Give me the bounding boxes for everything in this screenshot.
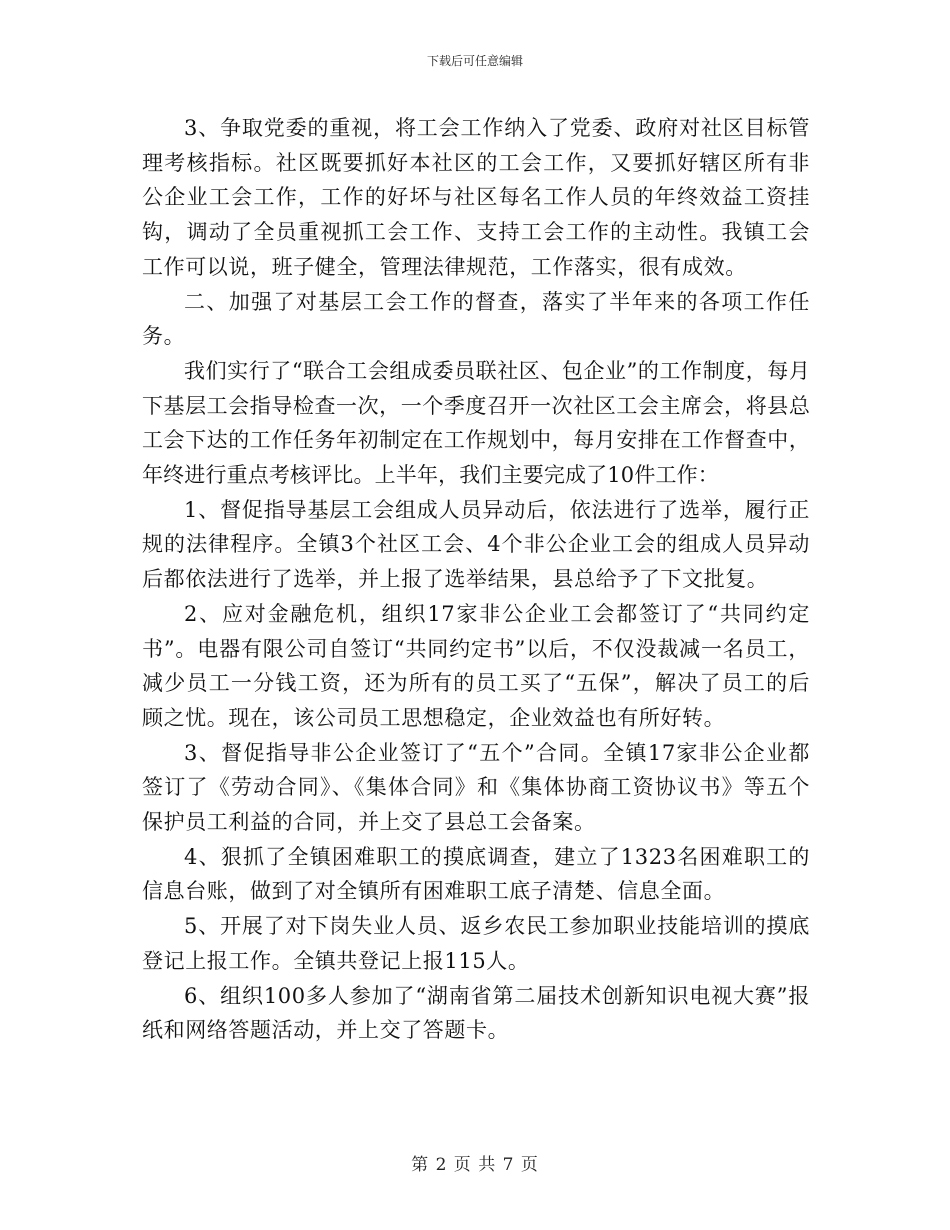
document-body: [142, 111, 810, 1048]
paragraph-item-3: 3、督促指导非公企业签订了“五个”合同。全镇17家非公企业都签订了《劳动合同》、《集体合同》和《集体协商工资协议书》等五个保护员工利益的合同，并上交了县总工会备案。: [142, 740, 810, 835]
paragraph-item-4: 4、狠抓了全镇困难职工的摸底调查，建立了1323名困难职工的信息台账，做到了对全镇所有困难职工底子清楚、信息全面。: [142, 844, 810, 904]
header-note: 下载后可任意编辑: [426, 54, 523, 68]
paragraph-target-management: 3、争取党委的重视，将工会工作纳入了党委、政府对社区目标管理考核指标。社区既要抓好本社区的工会工作，又要抓好辖区所有非公企业工会工作，工作的好坏与社区每名工作人员的年终效益工资挂钩，调动了全员重视抓工会工作、支持工会工作的主动性。我镇工会工作可以说，班子健全，管理法律规范，工作落实，很有成效。: [142, 116, 810, 279]
paragraph-item-2: 2、应对金融危机，组织17家非公企业工会都签订了“共同约定书”。电器有限公司自签订“共同约定书”以后，不仅没裁减一名员工，减少员工一分钱工资，还为所有的员工买了“五保”，解决了员工的后顾之忧。现在，该公司员工思想稳定，企业效益也有所好转。: [142, 601, 810, 730]
paragraph-section-two-heading: 二、加强了对基层工会工作的督查，落实了半年来的各项工作任务。: [142, 289, 810, 349]
paragraph-item-1: 1、督促指导基层工会组成人员异动后，依法进行了选举，履行正规的法律程序。全镇3个社区工会、4个非公企业工会的组成人员异动后都依法进行了选举，并上报了选举结果，县总给予了下文批复。: [142, 497, 810, 592]
paragraph-item-6: 6、组织100多人参加了“湖南省第二届技术创新知识电视大赛”报纸和网络答题活动，并上交了答题卡。: [142, 983, 810, 1043]
paragraph-work-system: 我们实行了“联合工会组成委员联社区、包企业”的工作制度，每月下基层工会指导检查一次，一个季度召开一次社区工会主席会，将县总工会下达的工作任务年初制定在工作规划中，每月安排在工作督查中，年终进行重点考核评比。上半年，我们主要完成了10件工作：: [142, 358, 810, 488]
page-footer: [0, 1154, 950, 1176]
page-header: [0, 53, 950, 69]
page-number: 第 2 页 共 7 页: [411, 1155, 539, 1175]
paragraph-item-5: 5、开展了对下岗失业人员、返乡农民工参加职业技能培训的摸底登记上报工作。全镇共登记上报115人。: [142, 914, 810, 973]
